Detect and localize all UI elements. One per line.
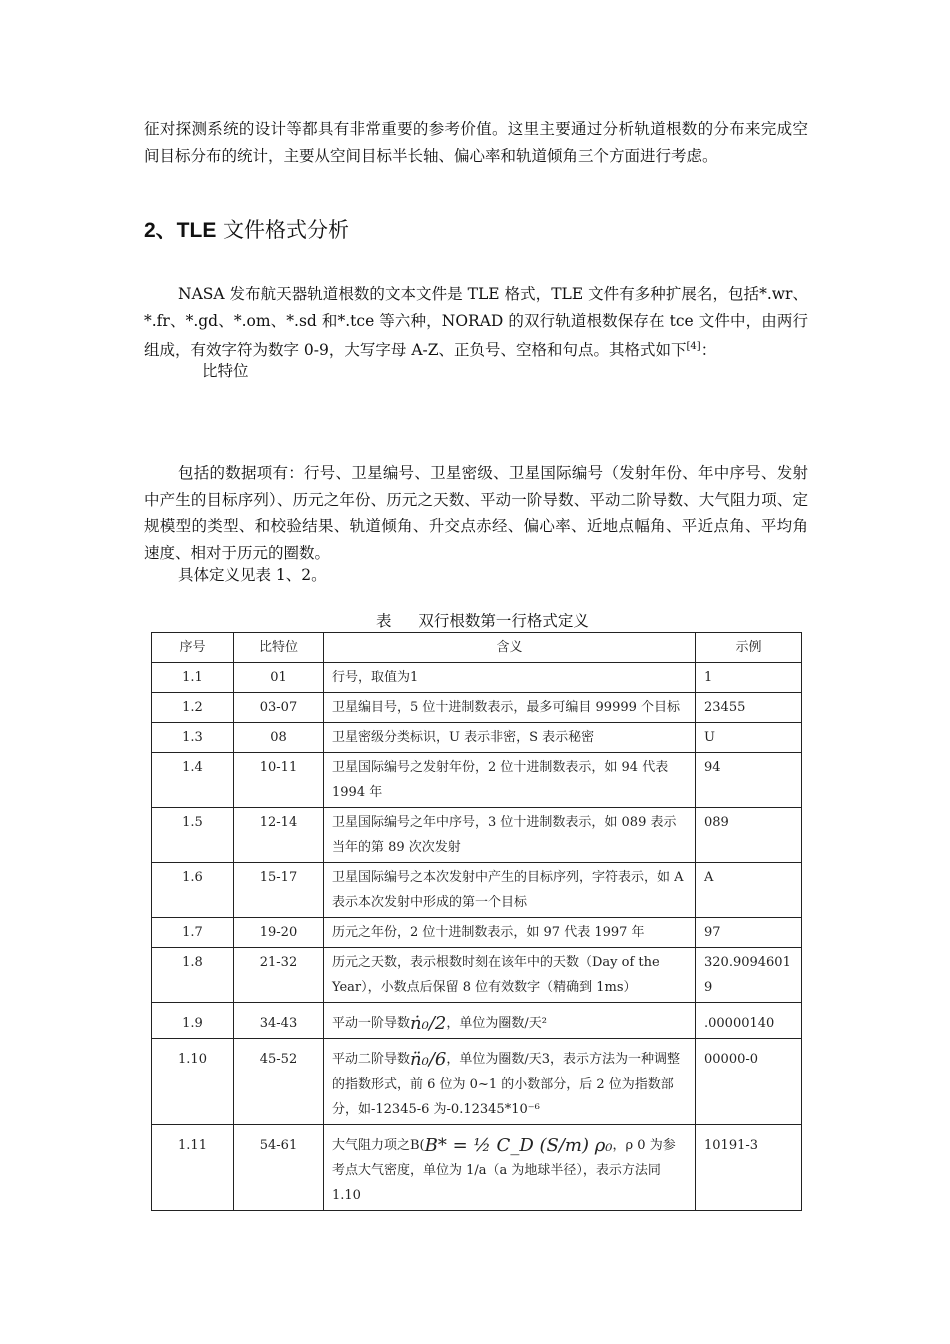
cell-index: 1.3 [152, 723, 234, 753]
table-row [152, 723, 802, 753]
meaning-text: ，ρ 0 为参考点大气密度，单位为 1/a（a 为地球半径），表示方法同 1.10 [332, 1138, 676, 1203]
cell-example: 089 [696, 808, 802, 863]
meaning-text: 大气阻力项之B( [332, 1138, 425, 1153]
meaning-text: 平动一阶导数 [332, 1016, 411, 1031]
cell-meaning: 卫星国际编号之发射年份，2 位十进制数表示，如 94 代表1994 年 [324, 753, 696, 808]
header-bit: 比特位 [234, 633, 324, 663]
cell-index: 1.11 [152, 1125, 234, 1211]
table-row [152, 948, 802, 1003]
cell-meaning [324, 1125, 696, 1211]
cell-meaning: 行号，取值为1 [324, 663, 696, 693]
cell-example: 97 [696, 918, 802, 948]
cell-meaning: 卫星国际编号之年中序号，3 位十进制数表示，如 089 表示当年的第 89 次次发射 [324, 808, 696, 863]
tle-line1-format-table [151, 632, 802, 1211]
header-example: 示例 [696, 633, 802, 663]
cell-bit: 34-43 [234, 1003, 324, 1039]
paragraph-table-ref: 具体定义见表 1、2。 [178, 566, 327, 584]
cell-bit: 45-52 [234, 1039, 324, 1125]
table-row [152, 1125, 802, 1211]
table-caption: 表 双行根数第一行格式定义 [376, 612, 589, 630]
cell-index: 1.10 [152, 1039, 234, 1125]
table-row [152, 808, 802, 863]
cell-example: 10191-3 [696, 1125, 802, 1211]
cell-index: 1.9 [152, 1003, 234, 1039]
cell-example: U [696, 723, 802, 753]
table-row [152, 1039, 802, 1125]
cell-bit: 01 [234, 663, 324, 693]
cell-bit: 08 [234, 723, 324, 753]
cell-meaning [324, 1039, 696, 1125]
cell-index: 1.7 [152, 918, 234, 948]
cell-index: 1.6 [152, 863, 234, 918]
table-row [152, 693, 802, 723]
second-derivative-formula: n̈₀/6 [410, 1049, 447, 1070]
header-index: 序号 [152, 633, 234, 663]
section-title: 文件格式分析 [216, 218, 350, 242]
cell-bit: 21-32 [234, 948, 324, 1003]
section-number: 2、TLE [144, 219, 217, 242]
table-row [152, 1003, 802, 1039]
drag-term-formula: B* = ½ C_D (S/m) ρ₀ [424, 1135, 613, 1156]
cell-bit: 10-11 [234, 753, 324, 808]
cell-bit: 12-14 [234, 808, 324, 863]
table-row [152, 863, 802, 918]
table-row [152, 753, 802, 808]
paragraph-data-items: 包括的数据项有：行号、卫星编号、卫星密级、卫星国际编号（发射年份、年中序号、发射中产生的目标序列）、历元之年份、历元之天数、平动一阶导数、平动二阶导数、大气阻力项、定规模型的类型、和校验结果、轨道倾角、升交点赤经、偏心率、近地点幅角、平近点角、平均角速度、相对于历元的圈数。 [144, 464, 808, 562]
cell-example: 320.90946019 [696, 948, 802, 1003]
cell-index: 1.2 [152, 693, 234, 723]
cell-meaning: 历元之天数，表示根数时刻在该年中的天数（Day of the Year），小数点后保留 8 位有效数字（精确到 1ms） [324, 948, 696, 1003]
cell-bit: 54-61 [234, 1125, 324, 1211]
table-row [152, 663, 802, 693]
cell-bit: 19-20 [234, 918, 324, 948]
cell-meaning: 卫星国际编号之本次发射中产生的目标序列，字符表示，如 A 表示本次发射中形成的第一个目标 [324, 863, 696, 918]
paragraph-tle-format-text: NASA 发布航天器轨道根数的文本文件是 TLE 格式，TLE 文件有多种扩展名，包括*.wr、*.fr、*.gd、*.om、*.sd 和*.tce 等六种，NORAD 的双行轨道根数保存在 tce 文件中，由两行组成，有效字符为数字 0-9，大写字母 A-Z、正负号、空格和句点。其格式如下 [144, 285, 808, 360]
meaning-text: ，单位为圈数/天3，表示方法为一种调整的指数形式，前 6 位为 0~1 的小数部分，后 2 位为指数部分，如-12345-6 为-0.12345*10⁻⁶ [332, 1052, 680, 1117]
intro-paragraph: 征对探测系统的设计等都具有非常重要的参考价值。这里主要通过分析轨道根数的分布来完成空间目标分布的统计，主要从空间目标半长轴、偏心率和轨道倾角三个方面进行考虑。 [144, 120, 808, 165]
cell-example: 94 [696, 753, 802, 808]
cell-index: 1.5 [152, 808, 234, 863]
cell-meaning: 卫星编目号，5 位十进制数表示，最多可编目 99999 个目标 [324, 693, 696, 723]
bit-position-label: 比特位 [202, 362, 249, 380]
cell-example: 1 [696, 663, 802, 693]
cell-index: 1.4 [152, 753, 234, 808]
first-derivative-formula: ṅ₀/2 [410, 1013, 447, 1034]
meaning-text: 平动二阶导数 [332, 1052, 411, 1067]
cell-meaning: 历元之年份，2 位十进制数表示，如 97 代表 1997 年 [324, 918, 696, 948]
paragraph-tle-format-end: ： [700, 341, 717, 360]
cell-example: 00000-0 [696, 1039, 802, 1125]
citation-ref: [4] [686, 341, 701, 352]
cell-bit: 15-17 [234, 863, 324, 918]
cell-example: 23455 [696, 693, 802, 723]
section-heading [144, 214, 349, 244]
meaning-text: ，单位为圈数/天² [446, 1016, 547, 1031]
cell-index: 1.8 [152, 948, 234, 1003]
cell-example: A [696, 863, 802, 918]
table-header-row [152, 633, 802, 663]
header-meaning: 含义 [324, 633, 696, 663]
table-row [152, 918, 802, 948]
cell-meaning: 卫星密级分类标识，U 表示非密，S 表示秘密 [324, 723, 696, 753]
cell-example: .00000140 [696, 1003, 802, 1039]
cell-index: 1.1 [152, 663, 234, 693]
paragraph-tle-format [144, 281, 808, 364]
cell-bit: 03-07 [234, 693, 324, 723]
cell-meaning [324, 1003, 696, 1039]
